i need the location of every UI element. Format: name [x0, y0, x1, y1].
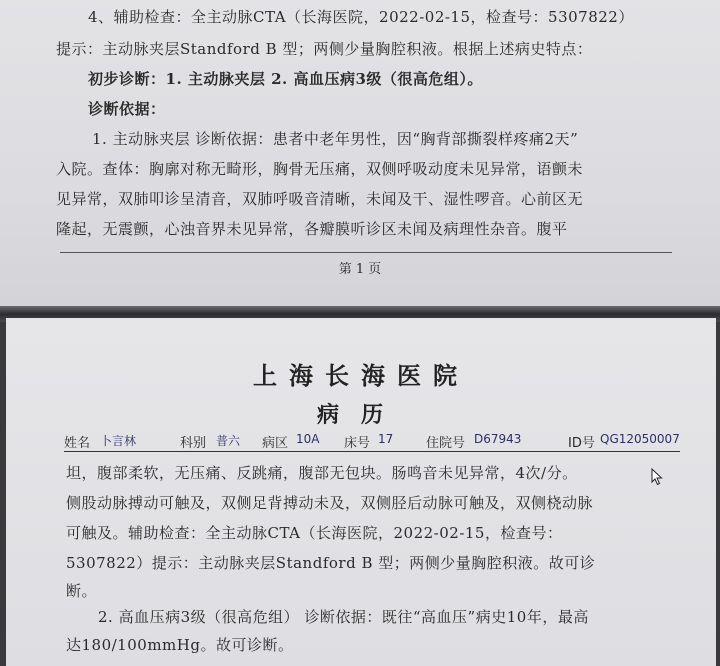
patient-info-bar — [64, 432, 680, 452]
preliminary-diagnosis: 初步诊断：1. 主动脉夹层 2. 高血压病3级（很高危组）。 — [88, 70, 483, 88]
admission-value: D67943 — [474, 432, 522, 446]
body-line: 入院。查体：胸廓对称无畸形，胸骨无压痛，双侧呼吸动度未见异常，语颤未 — [56, 160, 584, 178]
ward-label: 病区 — [262, 436, 289, 451]
body-line: 见异常，双肺叩诊呈清音，双肺呼吸音清晰，未闻及干、湿性啰音。心前区无 — [56, 190, 584, 208]
id-label: ID号 — [568, 436, 595, 451]
body-line: 1. 主动脉夹层 诊断依据：患者中老年男性，因“胸背部撕裂样疼痛2天” — [92, 130, 579, 148]
mouse-pointer-icon — [650, 468, 664, 486]
patient-info-divider — [64, 451, 680, 452]
id-value: QG12050007 — [600, 432, 680, 446]
body-line: 坦，腹部柔软，无压痛、反跳痛，腹部无包块。肠鸣音未见异常，4次/分。 — [66, 464, 578, 482]
page-number: 第 1 页 — [338, 262, 382, 277]
document-title: 病历 — [316, 402, 405, 428]
body-line: 可触及。辅助检查：全主动脉CTA（长海医院，2022-02-15，检查号： — [66, 524, 563, 542]
admission-label: 住院号 — [426, 436, 466, 451]
diagnosis-basis-heading: 诊断依据： — [88, 100, 166, 118]
dept-label: 科别 — [180, 436, 207, 451]
bed-label: 床号 — [344, 436, 371, 451]
dept-value: 普六 — [216, 434, 241, 448]
ward-value: 10A — [296, 432, 320, 446]
name-value: 卜言林 — [100, 434, 137, 448]
bed-value: 17 — [378, 432, 394, 446]
body-line: 侧股动脉搏动可触及，双侧足背搏动未及，双侧胫后动脉可触及，双侧桡动脉 — [66, 494, 594, 512]
document-page-2 — [6, 318, 716, 666]
hospital-name: 上海长海医院 — [253, 361, 469, 390]
body-line: 断。 — [66, 582, 98, 600]
aux-exam-line: 4、辅助检查：全主动脉CTA（长海医院，2022-02-15，检查号：5307822） — [88, 8, 634, 26]
body-line: 2. 高血压病3级（很高危组） 诊断依据：既往“高血压”病史10年，最高 — [98, 608, 589, 626]
body-line: 提示：主动脉夹层Standford B 型；两侧少量胸腔积液。根据上述病史特点： — [56, 40, 593, 58]
body-line: 达180/100mmHg。故可诊断。 — [66, 636, 294, 654]
name-label: 姓名 — [64, 436, 91, 451]
body-line: 隆起，无震颤，心浊音界未见异常，各瓣膜听诊区未闻及病理性杂音。腹平 — [56, 220, 568, 238]
document-page-1 — [0, 0, 720, 306]
footer-divider — [60, 252, 672, 253]
body-line: 5307822）提示：主动脉夹层Standford B 型；两侧少量胸腔积液。故可诊 — [66, 554, 596, 572]
